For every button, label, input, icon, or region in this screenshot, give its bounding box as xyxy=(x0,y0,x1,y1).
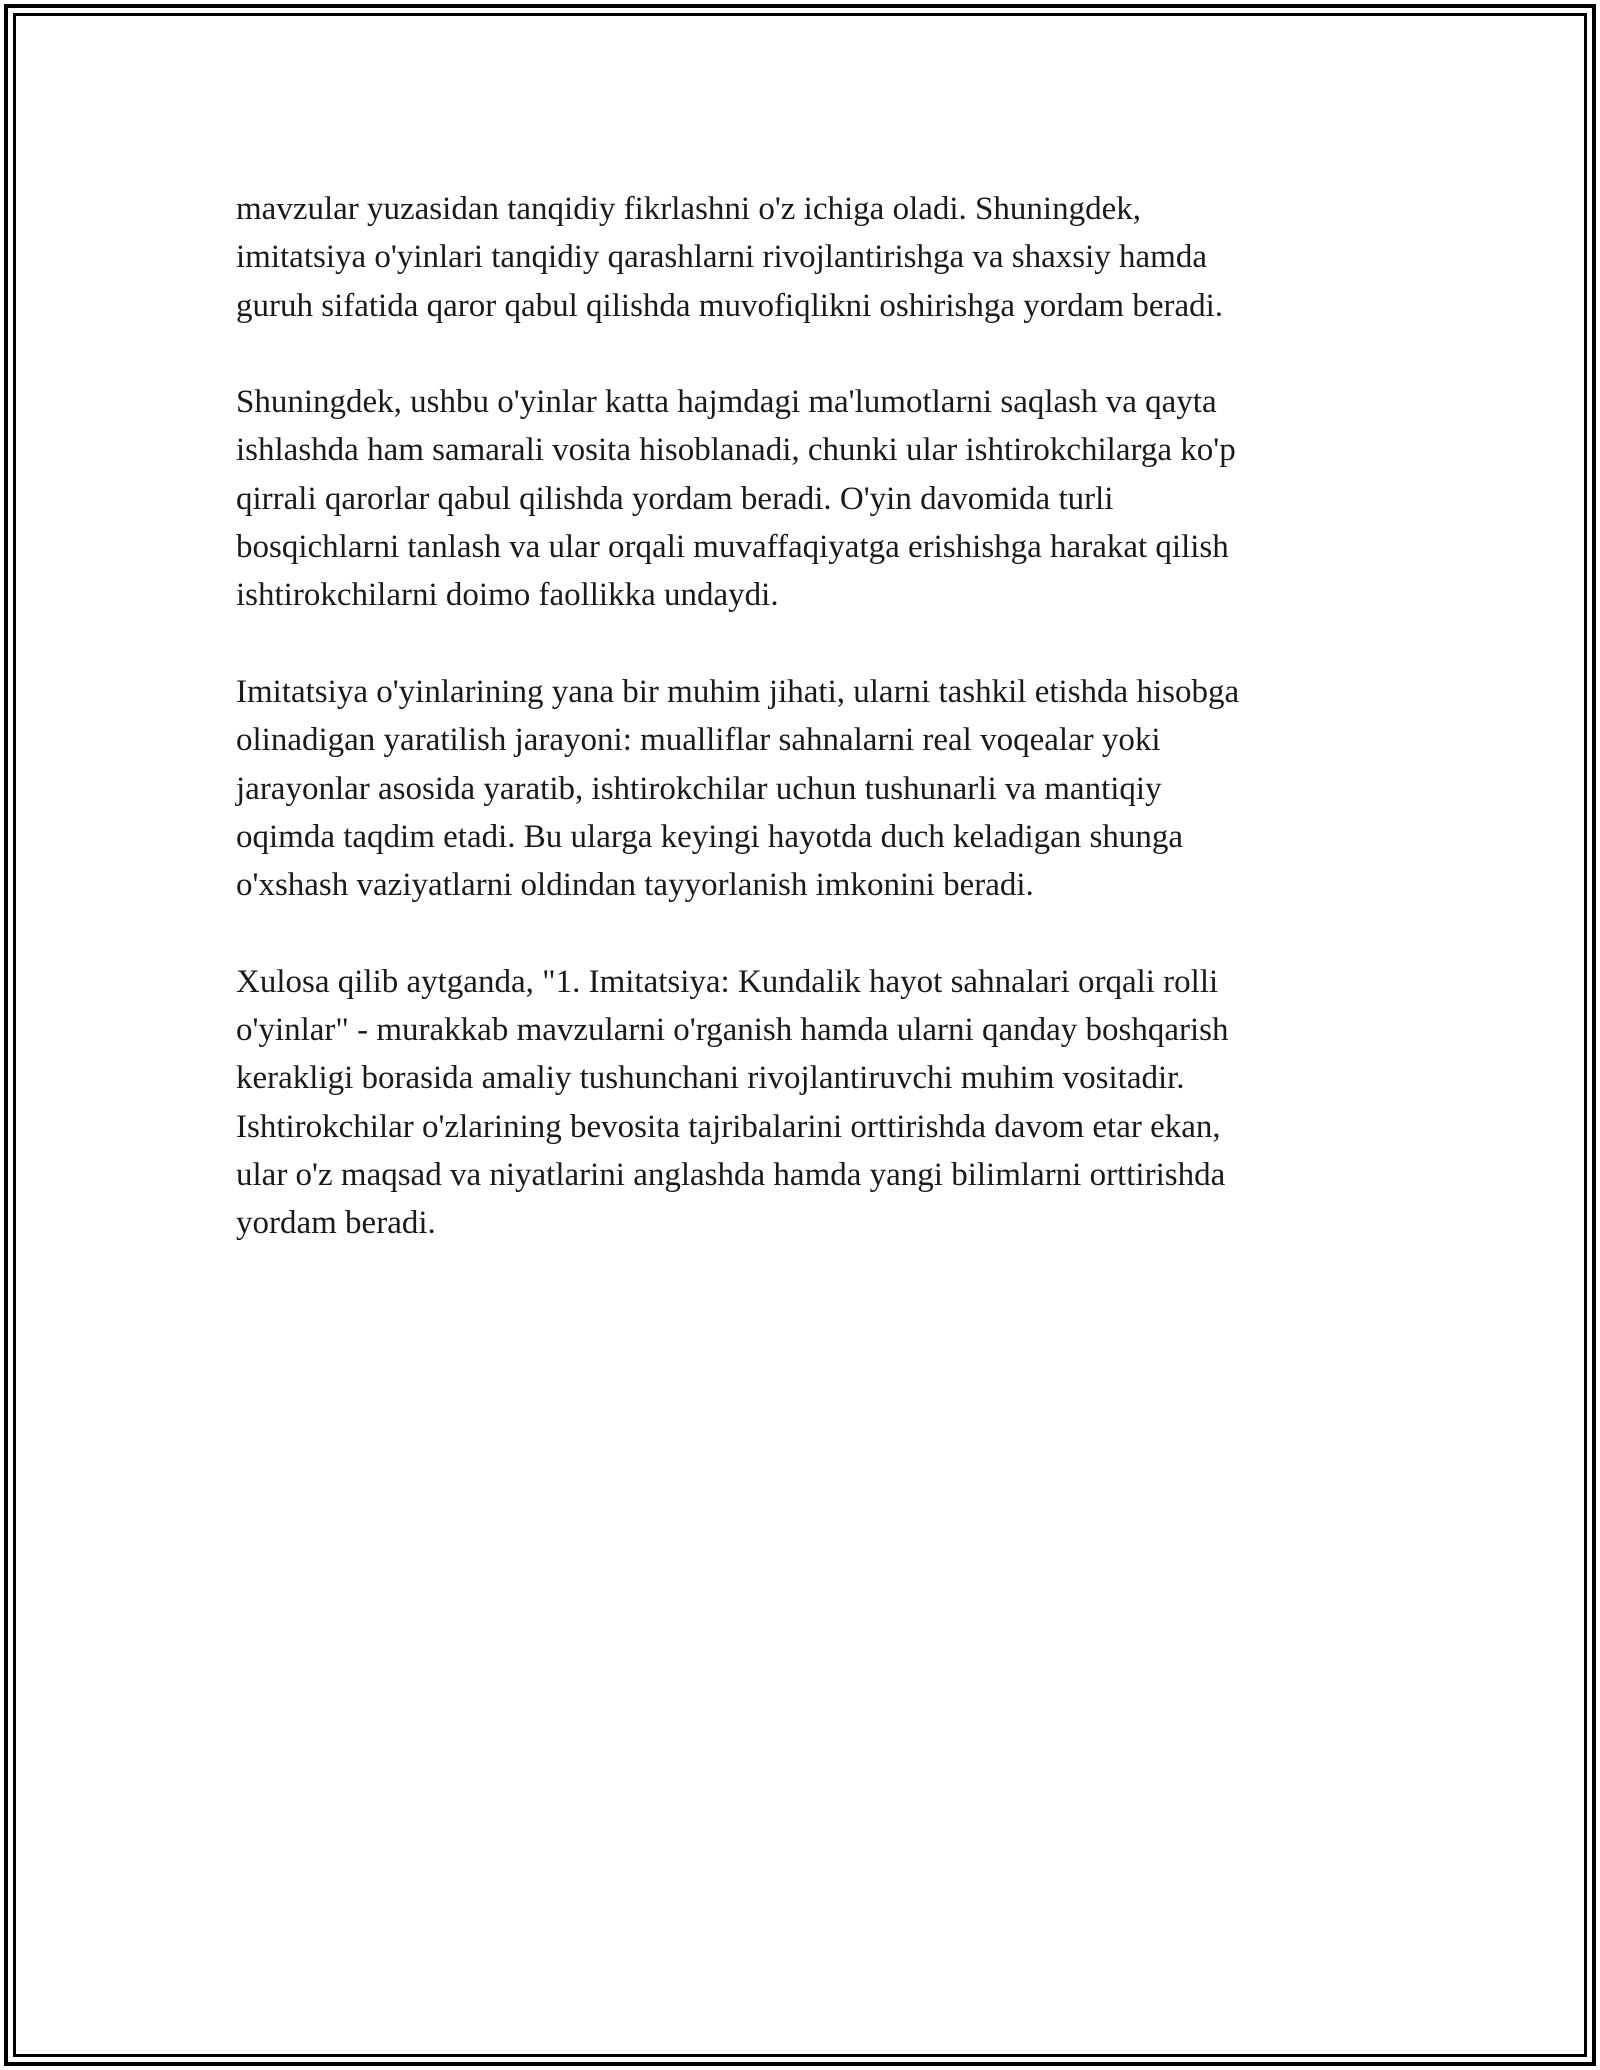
text-line: Ishtirokchilar o'zlarining bevosita tajribalarini orttirishda davom etar ekan, xyxy=(236,1108,1221,1145)
text-line: jarayonlar asosida yaratib, ishtirokchilar uchun tushunarli va mantiqiy xyxy=(236,770,1162,807)
text-line: mavzular yuzasidan tanqidiy fikrlashni o'z ichiga oladi. Shuningdek, xyxy=(236,191,1141,227)
paragraph-4 xyxy=(236,958,1366,1248)
text-line: o'xshash vaziyatlarni oldindan tayyorlanish imkonini beradi. xyxy=(236,867,1034,904)
text-line: Shuningdek, ushbu o'yinlar katta hajmdagi ma'lumotlarni saqlash va qayta xyxy=(236,384,1217,421)
paragraph-2 xyxy=(236,378,1366,619)
text-line: bosqichlarni tanlash va ular orqali muvaffaqiyatga erishishga harakat qilish xyxy=(236,529,1229,566)
text-line: guruh sifatida qaror qabul qilishda muvofiqlikni oshirishga yordam beradi. xyxy=(236,287,1224,324)
text-line: qirrali qarorlar qabul qilishda yordam beradi. O'yin davomida turli xyxy=(236,480,1114,517)
document-body xyxy=(236,185,1366,1296)
text-line: oqimda taqdim etadi. Bu ularga keyingi hayotda duch keladigan shunga xyxy=(236,818,1183,855)
text-line: olinadigan yaratilish jarayoni: mualliflar sahnalarni real voqealar yoki xyxy=(236,722,1161,759)
text-line: kerakligi borasida amaliy tushunchani rivojlantiruvchi muhim vositadir. xyxy=(236,1060,1185,1097)
paragraph-3 xyxy=(236,668,1366,909)
text-line: yordam beradi. xyxy=(236,1205,436,1242)
text-line: Xulosa qilib aytganda, "1. Imitatsiya: Kundalik hayot sahnalari orqali rolli xyxy=(236,963,1219,1000)
paragraph-1 xyxy=(236,185,1366,330)
text-line: o'yinlar" - murakkab mavzularni o'rganish hamda ularni qanday boshqarish xyxy=(236,1012,1229,1049)
text-line: Imitatsiya o'yinlarining yana bir muhim jihati, ularni tashkil etishda hisobga xyxy=(236,673,1240,710)
text-line: ishtirokchilarni doimo faollikka undaydi. xyxy=(236,577,779,614)
text-line: ular o'z maqsad va niyatlarini anglashda hamda yangi bilimlarni orttirishda xyxy=(236,1156,1226,1193)
text-line: imitatsiya o'yinlari tanqidiy qarashlarni rivojlantirishga va shaxsiy hamda xyxy=(236,239,1207,276)
text-line: ishlashda ham samarali vosita hisoblanadi, chunki ular ishtirokchilarga ko'p xyxy=(236,432,1236,469)
